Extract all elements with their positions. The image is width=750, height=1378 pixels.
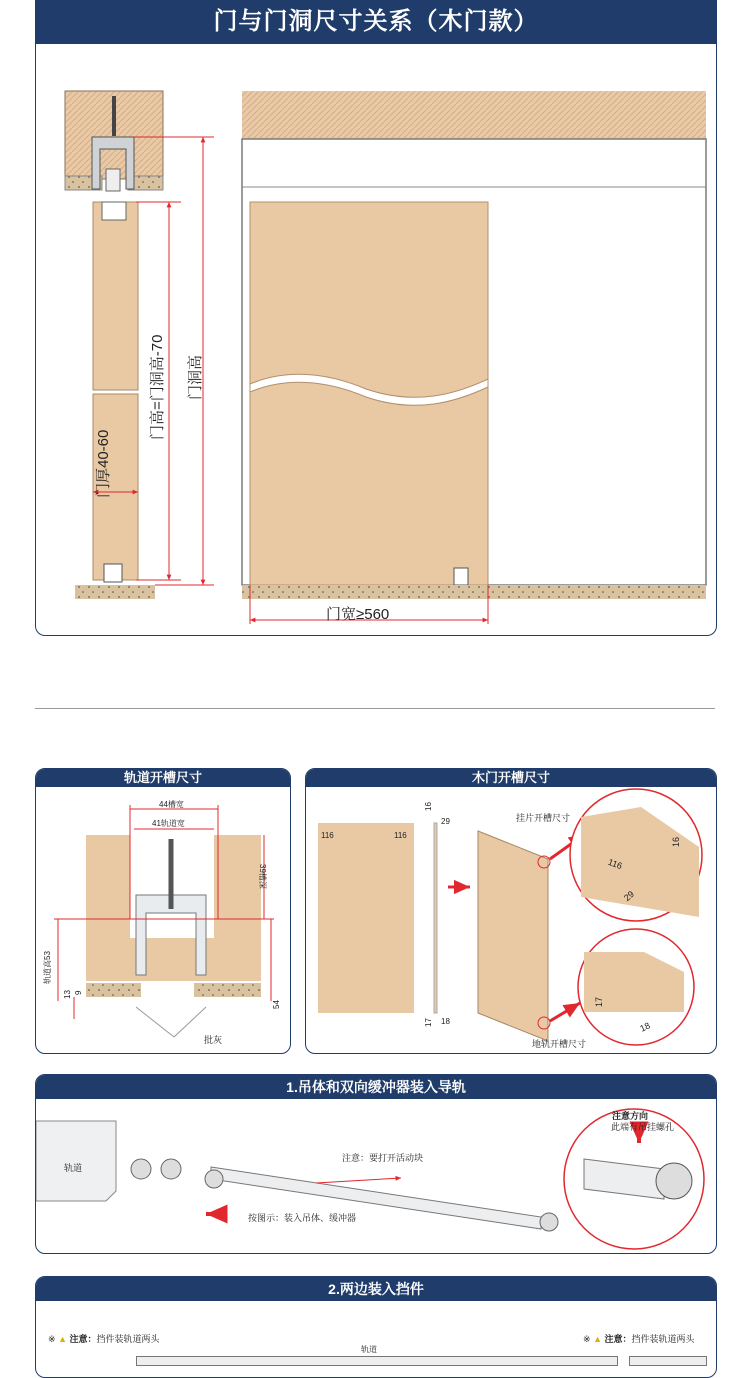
hanger-plate: [102, 202, 126, 220]
hanger-slot-label: 挂片开槽尺寸: [516, 813, 571, 823]
step2-track-bar: [136, 1356, 618, 1366]
dim-116-left-label: 116: [321, 831, 334, 840]
putty-label: 批灰: [204, 1035, 223, 1045]
step1-panel: [35, 1074, 717, 1254]
track-width-label: 41轨道宽: [152, 819, 185, 828]
track-slot-title: 轨道开槽尺寸: [36, 769, 290, 787]
wall-beam: [242, 91, 706, 139]
note-left-prefix: ※: [48, 1334, 56, 1344]
warning-icon: ▲: [593, 1334, 602, 1344]
dim-9-label: 9: [74, 990, 83, 995]
door-opening-panel: [35, 0, 717, 636]
step1-note-block: 注意：要打开活动块: [342, 1153, 424, 1163]
step1-direction-title: 注意方向: [612, 1111, 649, 1121]
note-right-bold: 注意：: [604, 1334, 632, 1344]
door-slot-title: 木门开槽尺寸: [306, 769, 716, 787]
zoom-29-label: 29: [621, 888, 637, 904]
note-right-text: 挡件装轨道两头: [631, 1334, 695, 1344]
dim-13-label: 13: [63, 990, 72, 999]
track-slot-panel: [35, 768, 291, 1054]
door-opening-title: 门与门洞尺寸关系（木门款）: [36, 0, 716, 44]
door-slot-panel: [305, 768, 717, 1054]
section-divider: [35, 708, 715, 709]
zoom-18-label: 18: [638, 1020, 652, 1034]
note-left-bold: 注意：: [69, 1334, 97, 1344]
step2-note-right: [583, 1332, 695, 1345]
door-width-label: 门宽≥560: [326, 606, 390, 623]
step1-note-install: 按图示：装入吊体、缓冲器: [248, 1213, 357, 1223]
dim-17-label: 17: [424, 1018, 433, 1027]
track-height-label: 轨道高53: [43, 951, 52, 984]
opening-height-label: 门洞高: [187, 354, 204, 400]
door-slot-diagram: [306, 787, 716, 1053]
floor-section: [75, 585, 155, 599]
dim-116-right-label: 116: [394, 831, 407, 840]
step1-direction-note: 此端有吊挂螺孔: [611, 1122, 675, 1132]
floor-elevation: [242, 585, 706, 599]
door-height-label: 门高=门洞高-70: [149, 334, 166, 440]
dim-54-label: 54: [272, 1000, 281, 1009]
step1-title: 1.吊体和双向缓冲器装入导轨: [36, 1075, 716, 1099]
warning-icon: ▲: [58, 1334, 67, 1344]
zoom-116-label: 116: [606, 856, 624, 872]
floor-guide-elev: [454, 568, 468, 585]
dim-16-label: 16: [424, 802, 433, 811]
zoom-16-label: 16: [671, 836, 681, 847]
step2-panel: [35, 1276, 717, 1378]
slot-width-label: 44槽宽: [159, 800, 184, 809]
hanger-block: [106, 169, 120, 191]
note-right-prefix: ※: [583, 1334, 591, 1344]
slot-depth-label: 39槽深: [258, 864, 267, 889]
door-thickness-label: 门厚40-60: [95, 429, 112, 498]
step2-note-left: [48, 1332, 160, 1345]
floor-guide: [104, 564, 122, 582]
dim-18-label: 18: [441, 1017, 450, 1026]
step2-title: 2.两边装入挡件: [36, 1277, 716, 1301]
step2-track-label: 轨道: [361, 1345, 377, 1354]
floor-slot-label: 地轨开槽尺寸: [532, 1039, 587, 1049]
dim-29-label: 29: [441, 817, 450, 826]
note-left-text: 挡件装轨道两头: [96, 1334, 160, 1344]
zoom-17-label: 17: [594, 996, 604, 1007]
step2-stopper-right: [629, 1356, 707, 1366]
door-opening-diagram: [36, 44, 716, 634]
step1-track-label: 轨道: [64, 1163, 83, 1173]
door-section-top: [93, 202, 138, 390]
